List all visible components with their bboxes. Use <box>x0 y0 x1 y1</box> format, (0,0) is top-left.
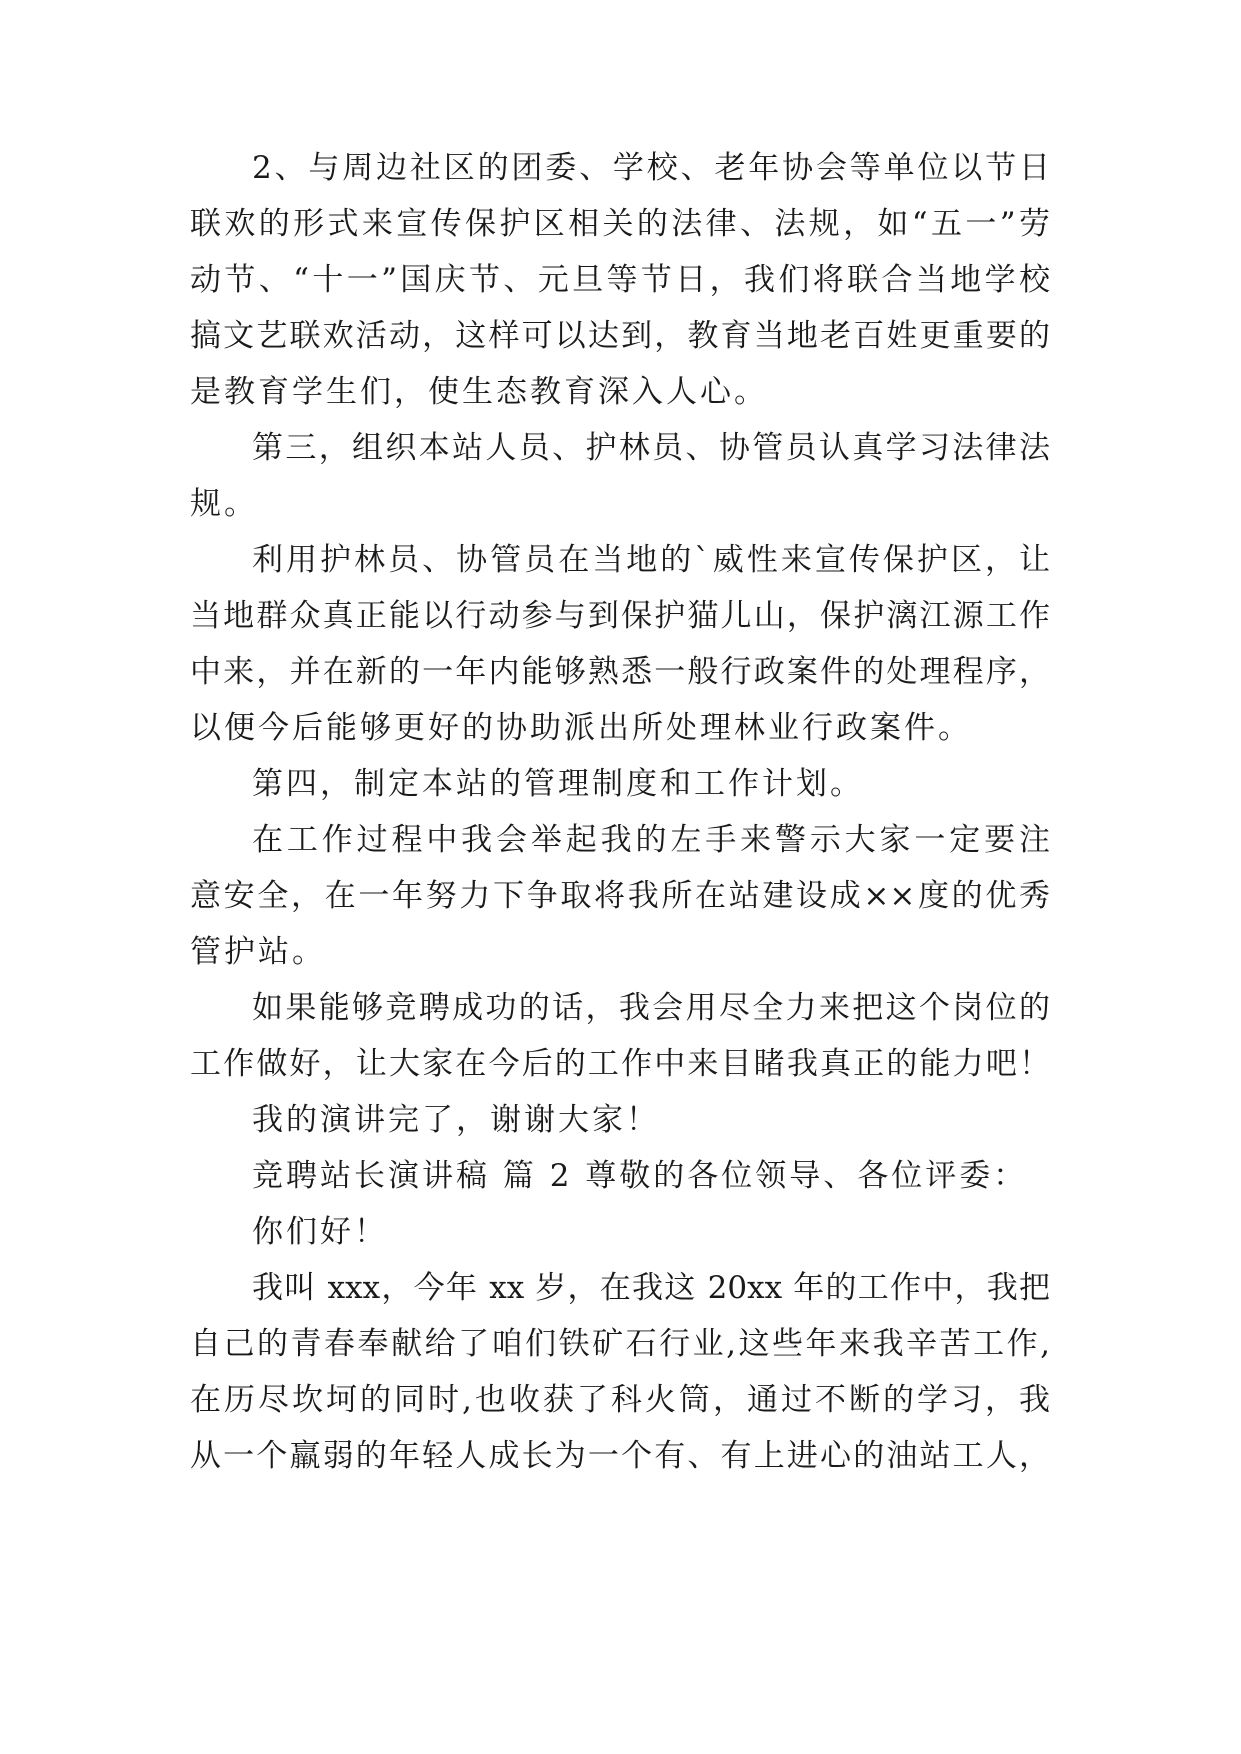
paragraph-line: 联欢的形式来宣传保护区相关的法律、法规，如“五一”劳 <box>190 206 1050 242</box>
paragraph-line: 第四，制定本站的管理制度和工作计划。 <box>252 766 864 802</box>
paragraph-line: 管护站。 <box>190 934 326 970</box>
paragraph-line: 在工作过程中我会举起我的左手来警示大家一定要注 <box>252 822 1050 858</box>
paragraph-line: 我叫 xxx，今年 xx 岁，在我这 20xx 年的工作中，我把 <box>252 1270 1050 1306</box>
paragraph-line: 工作做好，让大家在今后的工作中来目睹我真正的能力吧！ <box>190 1046 1050 1082</box>
paragraph-line: 2、与周边社区的团委、学校、老年协会等单位以节日 <box>252 150 1050 186</box>
paragraph-line: 搞文艺联欢活动，这样可以达到，教育当地老百姓更重要的 <box>190 318 1050 354</box>
paragraph-line: 当地群众真正能以行动参与到保护猫儿山，保护漓江源工作 <box>190 598 1050 634</box>
paragraph-line: 如果能够竞聘成功的话，我会用尽全力来把这个岗位的 <box>252 990 1050 1026</box>
paragraph-line: 从一个羸弱的年轻人成长为一个有、有上进心的油站工人， <box>190 1438 1050 1474</box>
paragraph-line: 中来，并在新的一年内能够熟悉一般行政案件的处理程序， <box>190 654 1050 690</box>
paragraph-line: 意安全，在一年努力下争取将我所在站建设成××度的优秀 <box>190 878 1050 914</box>
paragraph-line: 以便今后能够更好的协助派出所处理林业行政案件。 <box>190 710 972 746</box>
paragraph-line: 利用护林员、协管员在当地的`威性来宣传保护区，让 <box>252 542 1050 578</box>
paragraph-line: 在历尽坎坷的同时,也收获了科火筒，通过不断的学习，我 <box>190 1382 1050 1418</box>
paragraph-line: 第三，组织本站人员、护林员、协管员认真学习法律法 <box>252 430 1050 466</box>
paragraph-line: 是教育学生们，使生态教育深入人心。 <box>190 374 768 410</box>
paragraph-line: 你们好！ <box>252 1214 388 1250</box>
paragraph-line: 自己的青春奉献给了咱们铁矿石行业,这些年来我辛苦工作, <box>190 1326 1050 1362</box>
paragraph-line: 我的演讲完了，谢谢大家！ <box>252 1102 660 1138</box>
section-heading: 竞聘站长演讲稿 篇 2 尊敬的各位领导、各位评委： <box>252 1158 1028 1194</box>
paragraph-line: 规。 <box>190 486 258 522</box>
paragraph-line: 动节、“十一”国庆节、元旦等节日，我们将联合当地学校 <box>190 262 1050 298</box>
